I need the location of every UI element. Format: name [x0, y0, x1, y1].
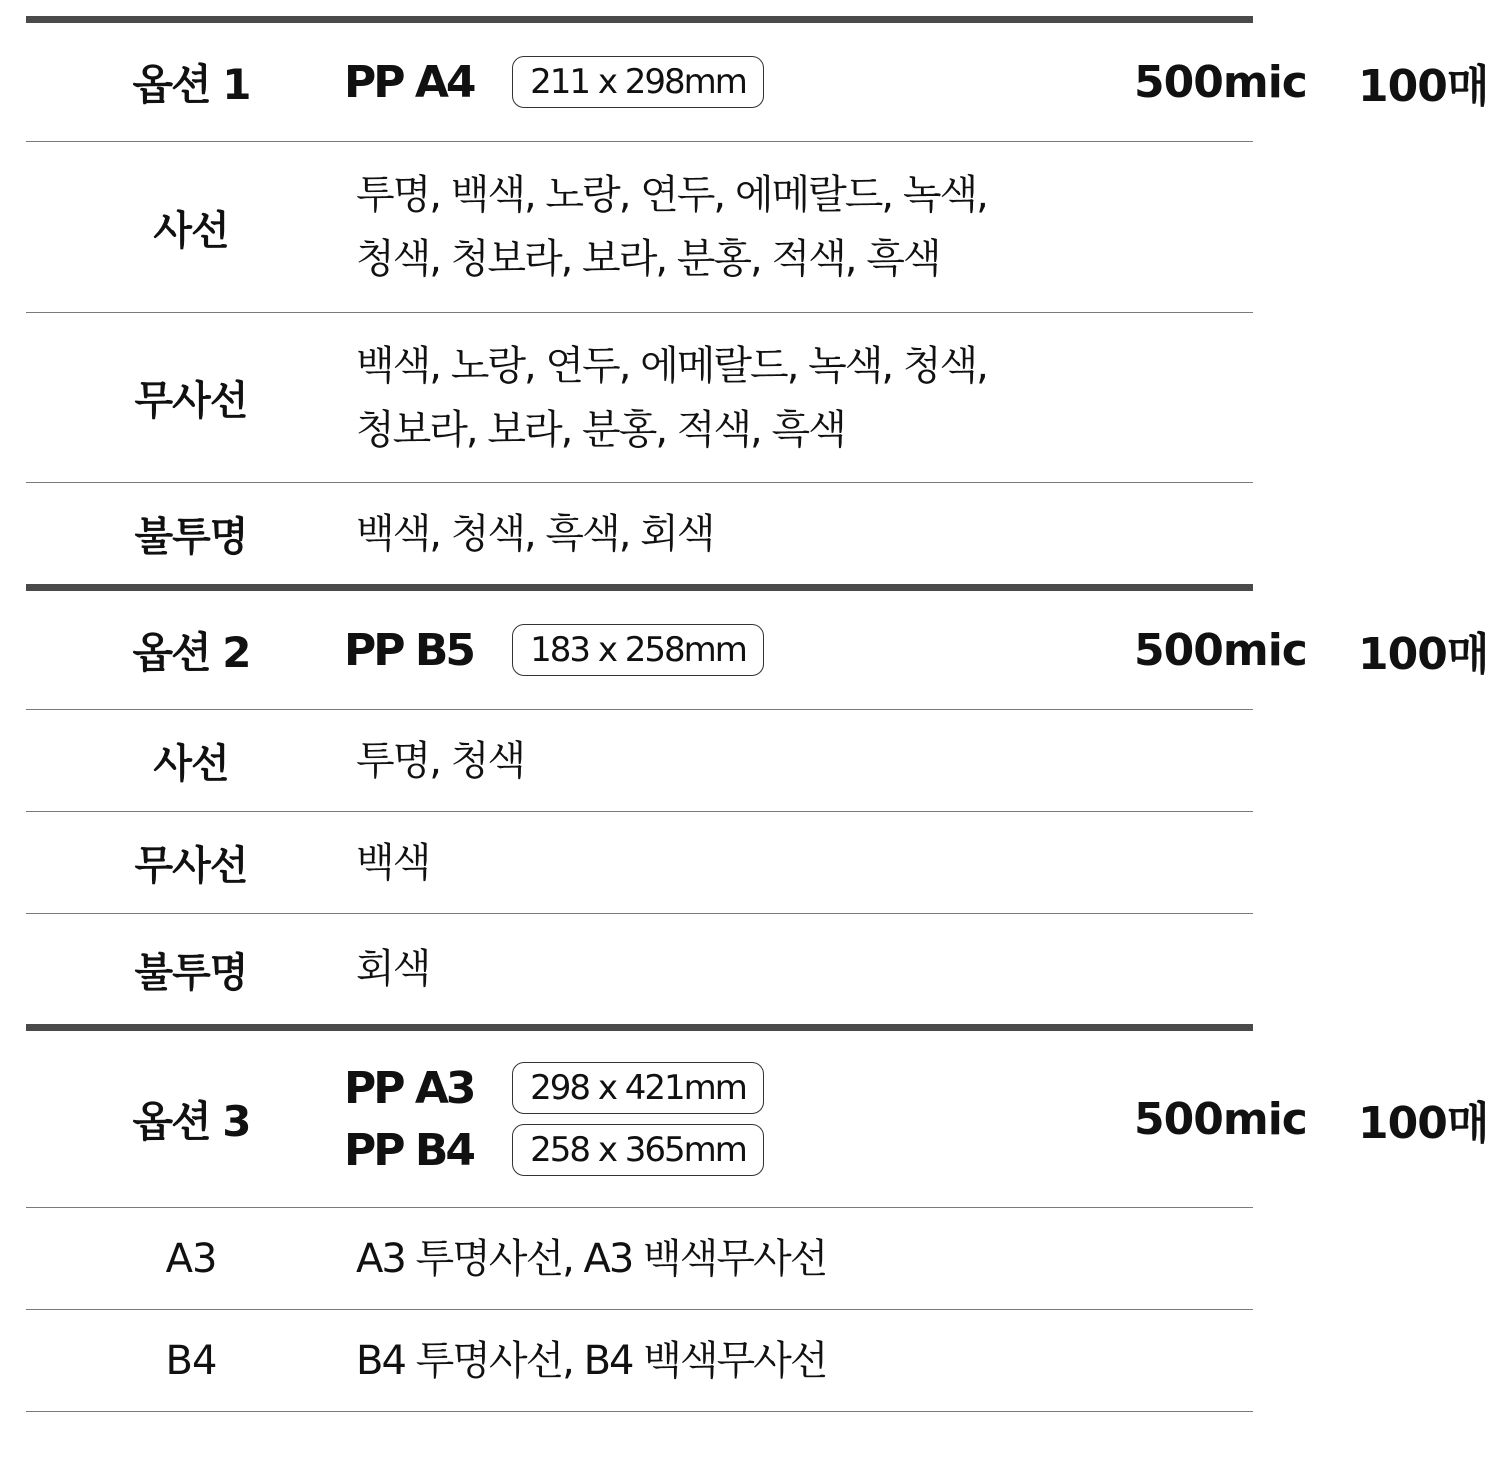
size-badge: 183 x 258mm: [512, 624, 764, 676]
size-badge: 258 x 365mm: [512, 1124, 764, 1176]
color-list: [356, 142, 1193, 312]
color-list: [356, 483, 1193, 584]
product-size-line: [344, 56, 764, 108]
color-line: 백색: [356, 839, 430, 886]
color-line: 백색, 청색, 흑색, 회색: [356, 510, 714, 557]
option-title: 옵션 2: [132, 628, 250, 677]
row-label: A3: [165, 1235, 217, 1282]
option-title: 옵션 1: [132, 60, 250, 109]
section-divider: [26, 584, 1253, 591]
table-row: [26, 313, 1253, 482]
option-1-header: [26, 23, 1488, 141]
product-size-line: [344, 624, 764, 676]
table-row: [26, 710, 1253, 811]
color-line: 백색, 노랑, 연두, 에메랄드, 녹색, 청색,: [356, 342, 987, 389]
color-list: [356, 313, 1193, 482]
product-size-line: [344, 1062, 764, 1114]
color-line: 회색: [356, 946, 430, 992]
product-size-line: [344, 1124, 764, 1176]
table-row: [26, 483, 1253, 584]
row-label: B4: [165, 1337, 217, 1384]
color-line: 청색, 청보라, 보라, 분홍, 적색, 흑색: [356, 236, 940, 282]
option-3-header: [26, 1031, 1488, 1207]
size-badge: 211 x 298mm: [512, 56, 764, 108]
table-row: [26, 812, 1253, 913]
section-divider: [26, 1024, 1253, 1031]
thickness: 500mic: [1134, 56, 1307, 108]
color-list: [356, 812, 1193, 913]
row-divider: [26, 1411, 1253, 1412]
product-name: PP B4: [344, 1124, 473, 1176]
quantity: 100매: [1358, 629, 1488, 680]
product-name: PP A3: [344, 1062, 474, 1114]
option-title: 옵션 3: [132, 1097, 250, 1146]
table-row: [26, 1310, 1253, 1411]
option-2-header: [26, 591, 1488, 709]
color-list: [356, 710, 1193, 811]
color-line: A3 투명사선, A3 백색무사선: [356, 1235, 827, 1282]
thickness: 500mic: [1134, 624, 1307, 676]
quantity: 100매: [1358, 1098, 1488, 1149]
row-label: 불투명: [134, 514, 248, 560]
color-list: [356, 1310, 1193, 1411]
product-name: PP A4: [344, 56, 474, 108]
color-line: 투명, 백색, 노랑, 연두, 에메랄드, 녹색,: [356, 172, 987, 218]
color-line: B4 투명사선, B4 백색무사선: [356, 1337, 827, 1384]
color-line: 투명, 청색: [356, 737, 524, 784]
color-line: 청보라, 보라, 분홍, 적색, 흑색: [356, 406, 845, 453]
option-table: [26, 16, 1488, 1412]
size-badge: 298 x 421mm: [512, 1062, 764, 1114]
row-label: 무사선: [134, 843, 248, 889]
product-name: PP B5: [344, 624, 473, 676]
color-list: [356, 1208, 1193, 1309]
thickness: 500mic: [1134, 1093, 1307, 1145]
row-label: 불투명: [134, 949, 248, 996]
table-row: [26, 1208, 1253, 1309]
row-label: 사선: [153, 207, 229, 254]
row-label: 사선: [153, 741, 229, 787]
table-row: [26, 914, 1253, 1024]
row-label: 무사선: [134, 378, 248, 424]
color-list: [356, 914, 1193, 1024]
quantity: 100매: [1358, 61, 1488, 112]
table-row: [26, 142, 1253, 312]
section-divider: [26, 16, 1253, 23]
